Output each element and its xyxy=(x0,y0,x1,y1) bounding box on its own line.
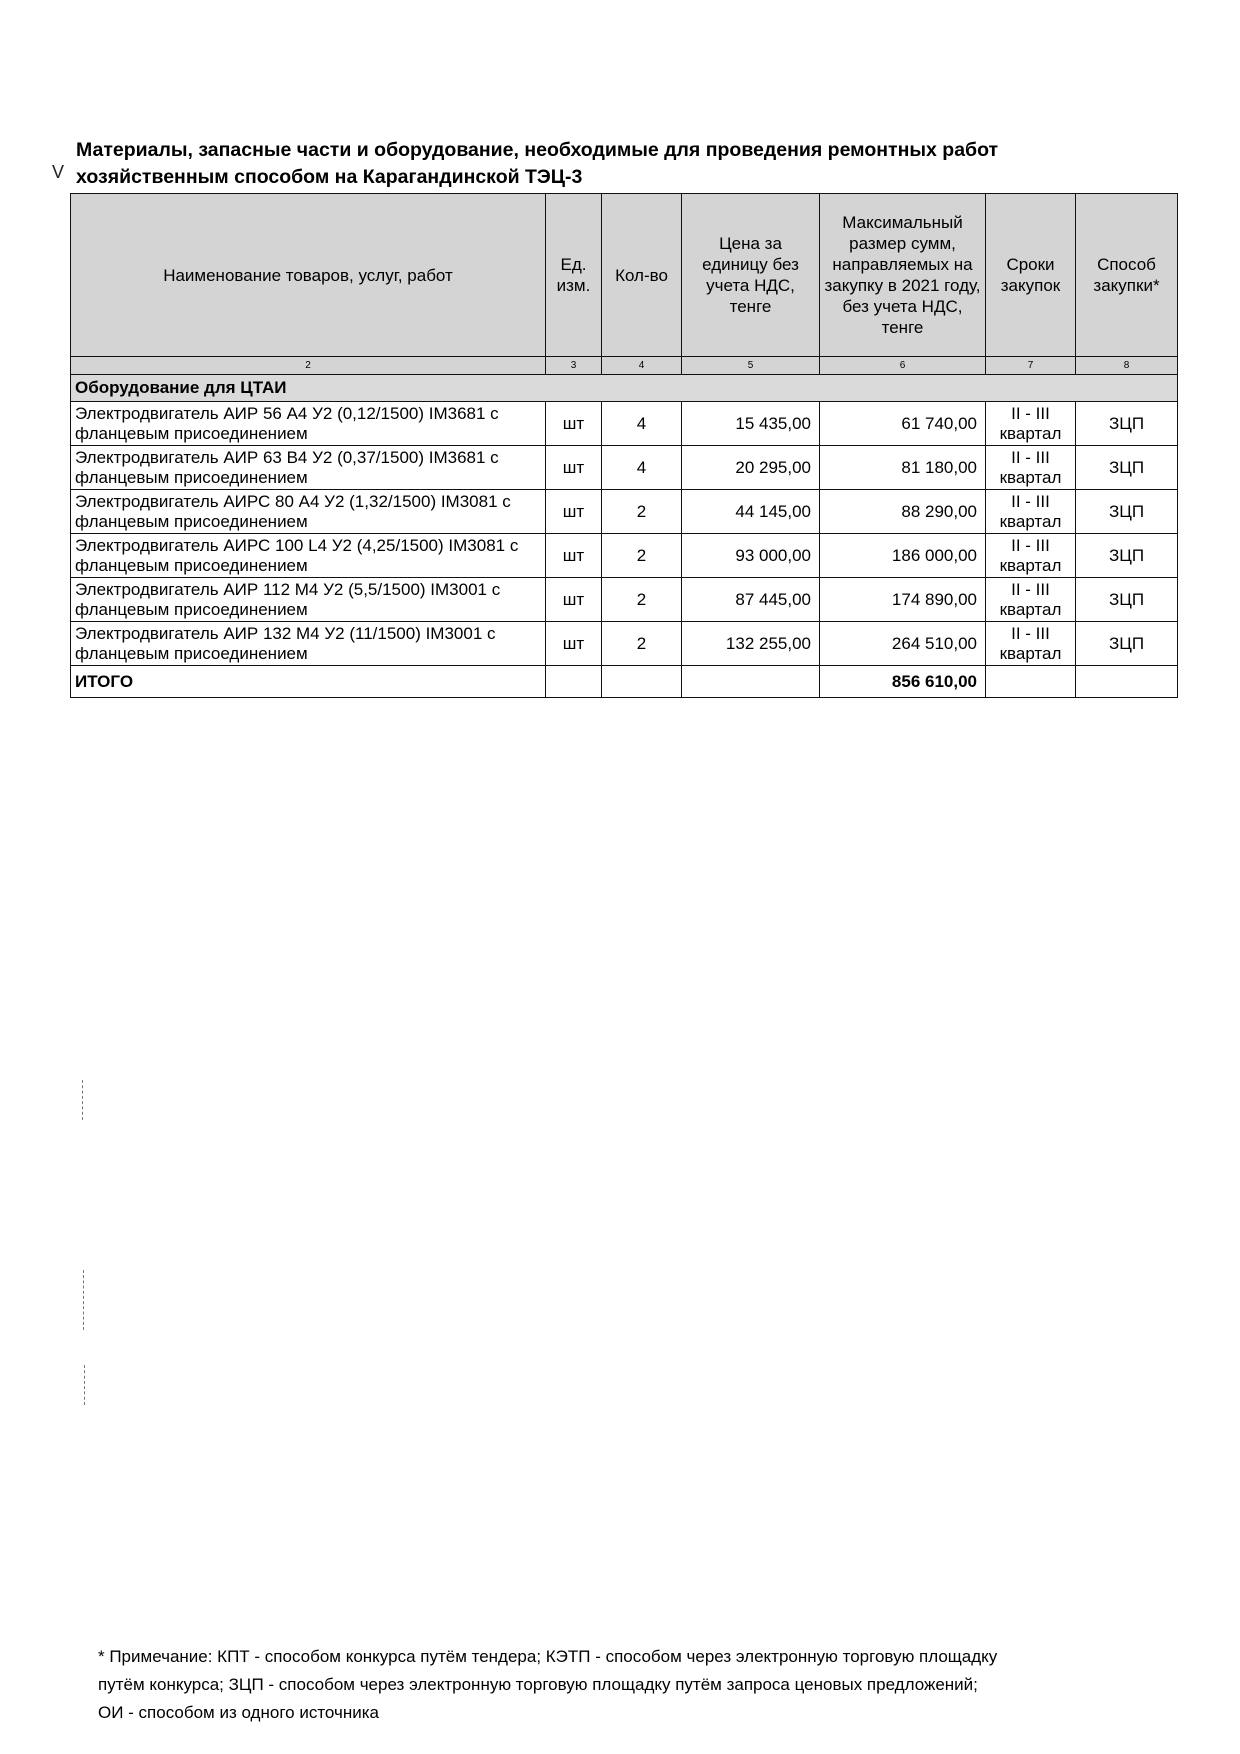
item-name: Электродвигатель АИР 63 В4 У2 (0,37/1500) IM3681 с фланцевым присоединением xyxy=(71,446,546,490)
document-title xyxy=(76,137,1166,191)
item-term xyxy=(986,622,1076,666)
item-method: ЗЦП xyxy=(1076,402,1178,446)
procurement-table xyxy=(70,193,1178,698)
column-number: 7 xyxy=(986,357,1076,375)
scan-margin-artifact xyxy=(83,1270,84,1330)
item-name: Электродвигатель АИРС 100 L4 У2 (4,25/1500) IM3081 с фланцевым присоединением xyxy=(71,534,546,578)
term-quarters: II - III xyxy=(1011,579,1050,599)
item-qty: 2 xyxy=(602,490,682,534)
item-term xyxy=(986,446,1076,490)
item-price: 20 295,00 xyxy=(682,446,820,490)
item-sum: 81 180,00 xyxy=(820,446,986,490)
item-unit: шт xyxy=(546,578,602,622)
item-name: Электродвигатель АИР 132 М4 У2 (11/1500) IM3001 с фланцевым присоединением xyxy=(71,622,546,666)
item-unit: шт xyxy=(546,402,602,446)
total-label: ИТОГО xyxy=(71,666,546,698)
header-method: Способ закупки* xyxy=(1076,194,1178,357)
item-method: ЗЦП xyxy=(1076,534,1178,578)
total-empty-cell xyxy=(1076,666,1178,698)
column-number: 8 xyxy=(1076,357,1178,375)
item-qty: 4 xyxy=(602,402,682,446)
term-quarters: II - III xyxy=(1011,447,1050,467)
table-row xyxy=(71,490,1178,534)
total-row xyxy=(71,666,1178,698)
item-method: ЗЦП xyxy=(1076,446,1178,490)
total-empty-cell xyxy=(986,666,1076,698)
footnote-line-2: путём конкурса; ЗЦП - способом через электронную торговую площадку путём запроса ценовых предложений; xyxy=(98,1675,978,1694)
table-row xyxy=(71,446,1178,490)
item-qty: 2 xyxy=(602,578,682,622)
item-unit: шт xyxy=(546,446,602,490)
term-quarters: II - III xyxy=(1011,623,1050,643)
item-sum: 174 890,00 xyxy=(820,578,986,622)
item-name: Электродвигатель АИР 112 М4 У2 (5,5/1500) IM3001 с фланцевым присоединением xyxy=(71,578,546,622)
item-term xyxy=(986,402,1076,446)
table-row xyxy=(71,578,1178,622)
header-unit: Ед. изм. xyxy=(546,194,602,357)
item-method: ЗЦП xyxy=(1076,622,1178,666)
total-empty-cell xyxy=(682,666,820,698)
item-term xyxy=(986,490,1076,534)
item-price: 87 445,00 xyxy=(682,578,820,622)
item-sum: 88 290,00 xyxy=(820,490,986,534)
item-price: 44 145,00 xyxy=(682,490,820,534)
scan-margin-artifact xyxy=(84,1365,85,1405)
item-method: ЗЦП xyxy=(1076,490,1178,534)
table-row xyxy=(71,534,1178,578)
term-quarters: II - III xyxy=(1011,535,1050,555)
item-price: 132 255,00 xyxy=(682,622,820,666)
column-number-row xyxy=(71,357,1178,375)
total-empty-cell xyxy=(602,666,682,698)
item-qty: 2 xyxy=(602,534,682,578)
column-number: 2 xyxy=(71,357,546,375)
footnote xyxy=(98,1643,1158,1727)
item-term xyxy=(986,578,1076,622)
column-number: 3 xyxy=(546,357,602,375)
title-line-2: хозяйственным способом на Карагандинской ТЭЦ-3 xyxy=(76,166,583,188)
term-word: квартал xyxy=(999,555,1062,575)
column-number: 6 xyxy=(820,357,986,375)
item-unit: шт xyxy=(546,490,602,534)
section-title: Оборудование для ЦТАИ xyxy=(71,375,1178,402)
section-row xyxy=(71,375,1178,402)
item-price: 15 435,00 xyxy=(682,402,820,446)
total-empty-cell xyxy=(546,666,602,698)
term-word: квартал xyxy=(999,599,1062,619)
table-row xyxy=(71,402,1178,446)
item-sum: 264 510,00 xyxy=(820,622,986,666)
item-method: ЗЦП xyxy=(1076,578,1178,622)
item-unit: шт xyxy=(546,622,602,666)
footnote-line-1: * Примечание: КПТ - способом конкурса путём тендера; КЭТП - способом через электронную торговую площадку xyxy=(98,1647,998,1666)
item-qty: 2 xyxy=(602,622,682,666)
footnote-line-3: ОИ - способом из одного источника xyxy=(98,1703,379,1722)
column-number: 5 xyxy=(682,357,820,375)
scan-margin-artifact xyxy=(82,1080,83,1120)
header-max-sum: Максимальный размер сумм, направляемых на закупку в 2021 году, без учета НДС, тенге xyxy=(820,194,986,357)
header-qty: Кол-во xyxy=(602,194,682,357)
table-row xyxy=(71,622,1178,666)
margin-check-mark: V xyxy=(52,162,65,182)
total-sum: 856 610,00 xyxy=(820,666,986,698)
item-unit: шт xyxy=(546,534,602,578)
item-price: 93 000,00 xyxy=(682,534,820,578)
item-sum: 186 000,00 xyxy=(820,534,986,578)
term-word: квартал xyxy=(999,423,1062,443)
header-name: Наименование товаров, услуг, работ xyxy=(71,194,546,357)
term-quarters: II - III xyxy=(1011,403,1050,423)
item-name: Электродвигатель АИР 56 А4 У2 (0,12/1500) IM3681 с фланцевым присоединением xyxy=(71,402,546,446)
header-price: Цена за единицу без учета НДС, тенге xyxy=(682,194,820,357)
term-word: квартал xyxy=(999,467,1062,487)
item-name: Электродвигатель АИРС 80 А4 У2 (1,32/1500) IM3081 с фланцевым присоединением xyxy=(71,490,546,534)
term-quarters: II - III xyxy=(1011,491,1050,511)
item-term xyxy=(986,534,1076,578)
item-qty: 4 xyxy=(602,446,682,490)
item-sum: 61 740,00 xyxy=(820,402,986,446)
term-word: квартал xyxy=(999,643,1062,663)
title-line-1: Материалы, запасные части и оборудование, необходимые для проведения ремонтных работ xyxy=(76,139,999,161)
header-row xyxy=(71,194,1178,357)
column-number: 4 xyxy=(602,357,682,375)
header-terms: Сроки закупок xyxy=(986,194,1076,357)
term-word: квартал xyxy=(999,511,1062,531)
